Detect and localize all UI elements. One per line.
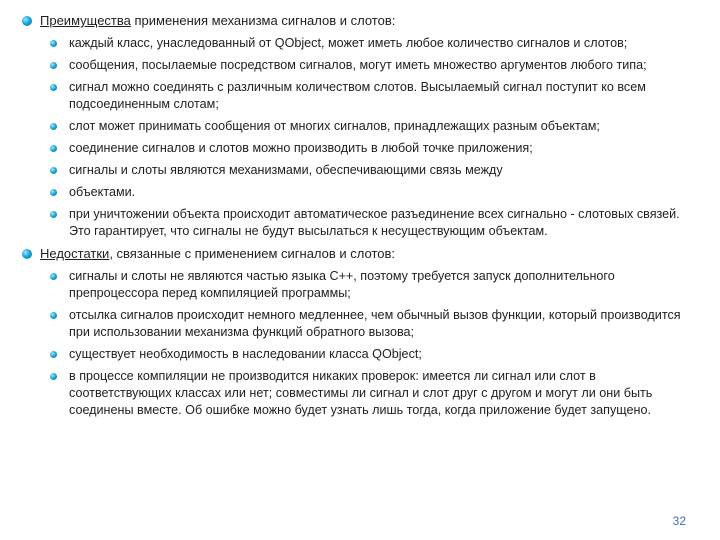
list-item-text: соединение сигналов и слотов можно производить в любой точке приложения; xyxy=(69,141,533,155)
list-item-text: каждый класс, унаследованный от QObject, может иметь любое количество сигналов и слотов; xyxy=(69,36,628,50)
disadvantages-list xyxy=(40,268,692,419)
list-item-text: сигналы и слоты являются механизмами, обеспечивающими связь между xyxy=(69,163,503,177)
bullet-icon xyxy=(50,312,57,319)
disadvantages-link[interactable]: Недостатки xyxy=(40,246,110,261)
list-item xyxy=(40,79,692,113)
list-item-text: отсылка сигналов происходит немного медленнее, чем обычный вызов функции, который производится при использовании механизма функций обратного вызова; xyxy=(69,308,681,339)
bullet-icon xyxy=(50,145,57,152)
list-item-text: в процессе компиляции не производится никаких проверок: имеется ли сигнал или слот в соответствующих классах или нет; совместимы ли сигнал и слот друг с другом и могут ли они быть соединены вместе. Об ошибке можно будет узнать лишь тогда, когда приложение будет запущено. xyxy=(69,369,653,417)
bullet-icon xyxy=(22,249,32,259)
main-list xyxy=(22,12,692,419)
list-item-text: слот может принимать сообщения от многих сигналов, принадлежащих разным объектам; xyxy=(69,119,600,133)
list-item xyxy=(40,140,692,157)
list-item xyxy=(40,118,692,135)
disadvantages-section xyxy=(22,245,692,419)
advantages-link[interactable]: Преимущества xyxy=(40,13,131,28)
list-item xyxy=(40,162,692,179)
list-item xyxy=(40,307,692,341)
bullet-icon xyxy=(50,373,57,380)
list-item-text: объектами. xyxy=(69,185,136,199)
list-item-text: при уничтожении объекта происходит автоматическое разъединение всех сигнально - слотовых связей. Это гарантирует, что сигналы не будут высылаться к несуществующим объектам. xyxy=(69,207,680,238)
advantages-heading-text: применения механизма сигналов и слотов: xyxy=(130,13,396,28)
bullet-icon xyxy=(50,62,57,69)
advantages-list xyxy=(40,35,692,240)
bullet-icon xyxy=(50,84,57,91)
list-item xyxy=(40,57,692,74)
list-item xyxy=(40,346,692,363)
page-number: 32 xyxy=(672,514,686,528)
list-item xyxy=(40,268,692,302)
disadvantages-heading-text: , связанные с применением сигналов и слотов: xyxy=(109,246,396,261)
list-item-text: сообщения, посылаемые посредством сигналов, могут иметь множество аргументов любого типа; xyxy=(69,58,647,72)
list-item xyxy=(40,35,692,52)
bullet-icon xyxy=(50,211,57,218)
advantages-section xyxy=(22,12,692,240)
bullet-icon xyxy=(22,16,32,26)
slide-content xyxy=(22,12,692,424)
list-item xyxy=(40,184,692,201)
list-item-text: существует необходимость в наследовании класса QObject; xyxy=(69,347,422,361)
list-item-text: сигнал можно соединять с различным количеством слотов. Высылаемый сигнал поступит ко всем подсоединенным слотам; xyxy=(69,80,646,111)
bullet-icon xyxy=(50,351,57,358)
bullet-icon xyxy=(50,273,57,280)
list-item xyxy=(40,206,692,240)
bullet-icon xyxy=(50,167,57,174)
list-item-text: сигналы и слоты не являются частью языка С++, поэтому требуется запуск дополнительного препроцессора перед компиляцией программы; xyxy=(69,269,615,300)
bullet-icon xyxy=(50,123,57,130)
bullet-icon xyxy=(50,189,57,196)
list-item xyxy=(40,368,692,419)
bullet-icon xyxy=(50,40,57,47)
